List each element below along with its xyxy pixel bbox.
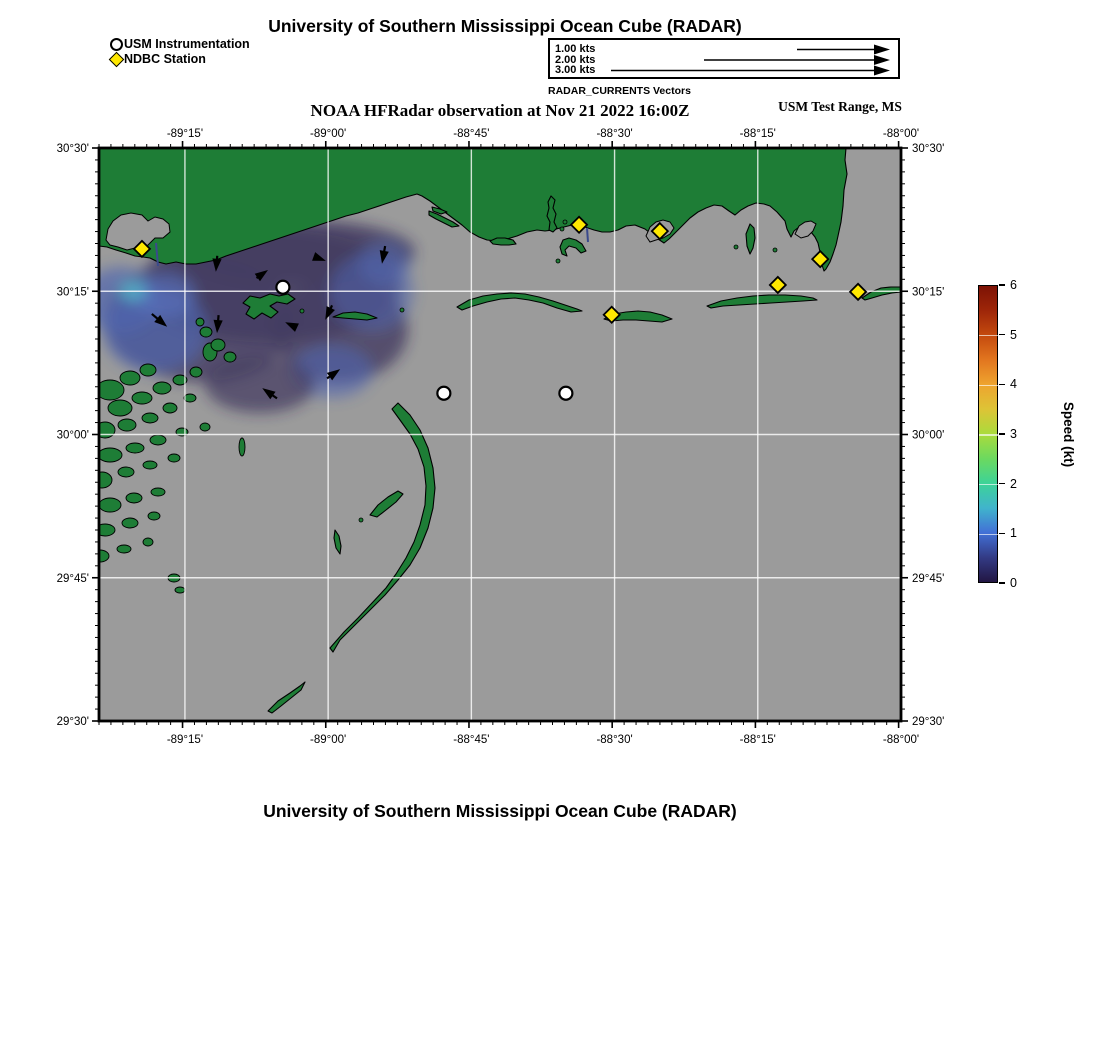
vector-scale-box xyxy=(548,38,900,79)
colorbar-tick xyxy=(999,433,1005,435)
axis-tick-label: -88°30' xyxy=(596,128,633,140)
colorbar-tick-label: 4 xyxy=(1010,377,1017,392)
legend-item-usm xyxy=(108,37,250,51)
axis-tick-label: -88°00' xyxy=(882,128,920,140)
axis-tick-label: 30°15' xyxy=(912,286,945,299)
colorbar-tick-label: 1 xyxy=(1010,526,1017,541)
colorbar-gridline xyxy=(979,484,999,486)
axis-tick-label: 30°30' xyxy=(56,143,89,155)
legend-item-ndbc xyxy=(108,52,250,66)
map-legend xyxy=(108,37,250,67)
axis-tick-label: -88°15' xyxy=(739,734,776,746)
colorbar-tick-label: 5 xyxy=(1010,327,1017,342)
axis-tick-label: 30°15' xyxy=(56,286,89,299)
colorbar-gridline xyxy=(979,534,999,536)
colorbar-tick-label: 3 xyxy=(1010,427,1017,441)
usm-instrument-marker xyxy=(437,387,450,400)
axis-tick-label: -89°00' xyxy=(310,734,347,746)
axis-tick-label: -88°30' xyxy=(596,734,633,746)
colorbar-tick xyxy=(999,284,1005,286)
axis-tick-label: -89°15' xyxy=(166,128,204,140)
map-subtitle: NOAA HFRadar observation at Nov 21 2022 16:00Z xyxy=(310,101,690,120)
axis-tick-label: 30°00' xyxy=(56,429,89,442)
axis-tick-label: 29°45' xyxy=(56,572,89,585)
colorbar-gridline xyxy=(979,335,999,337)
axis-tick-label: 30°00' xyxy=(912,429,945,442)
axis-tick-label: -89°15' xyxy=(166,734,204,746)
colorbar-gridline xyxy=(979,385,999,387)
vector-scale-caption: RADAR_CURRENTS Vectors xyxy=(548,85,691,97)
vector-scale-label: 3.00 kts xyxy=(555,64,596,76)
colorbar-tick xyxy=(999,334,1005,336)
axis-tick-label: 29°30' xyxy=(56,716,89,728)
axis-tick-label: -88°45' xyxy=(453,734,490,746)
legend-label: NDBC Station xyxy=(124,52,206,66)
colorbar-gridline xyxy=(979,434,999,436)
colorbar-tick-label: 6 xyxy=(1010,278,1017,292)
colorbar-gradient xyxy=(978,285,998,583)
range-label: USM Test Range, MS xyxy=(778,99,902,114)
usm-instrument-marker xyxy=(276,281,289,294)
page-title: University of Southern Mississippi Ocean Cube (RADAR) xyxy=(268,16,742,36)
vector-scale-label: 2.00 kts xyxy=(555,53,596,66)
axis-tick-label: -88°15' xyxy=(739,128,776,140)
usm-circle-icon xyxy=(108,37,124,51)
vector-scale-arrows-icon xyxy=(550,40,898,77)
colorbar-tick xyxy=(999,533,1005,535)
vector-scale-label: 1.00 kts xyxy=(555,43,596,55)
usm-instrument-marker xyxy=(559,387,572,400)
colorbar xyxy=(978,278,1098,590)
colorbar-tick-label: 0 xyxy=(1010,576,1017,590)
axis-tick-label: 30°30' xyxy=(912,143,945,155)
axis-tick-label: -89°00' xyxy=(310,128,347,140)
axis-tick-label: 29°30' xyxy=(912,716,945,728)
axis-tick-label: 29°45' xyxy=(912,572,945,585)
map-canvas xyxy=(54,126,946,771)
colorbar-tick xyxy=(999,582,1005,584)
legend-label: USM Instrumentation xyxy=(124,37,250,51)
colorbar-tick xyxy=(999,384,1005,386)
axis-tick-label: -88°45' xyxy=(453,128,490,140)
ndbc-diamond-icon xyxy=(108,52,124,66)
colorbar-tick-label: 2 xyxy=(1010,476,1017,491)
colorbar-tick xyxy=(999,483,1005,485)
footer-title: University of Southern Mississippi Ocean Cube (RADAR) xyxy=(263,801,737,821)
colorbar-axis-label: Speed (kt) xyxy=(1061,401,1077,468)
axis-tick-label: -88°00' xyxy=(882,734,920,746)
